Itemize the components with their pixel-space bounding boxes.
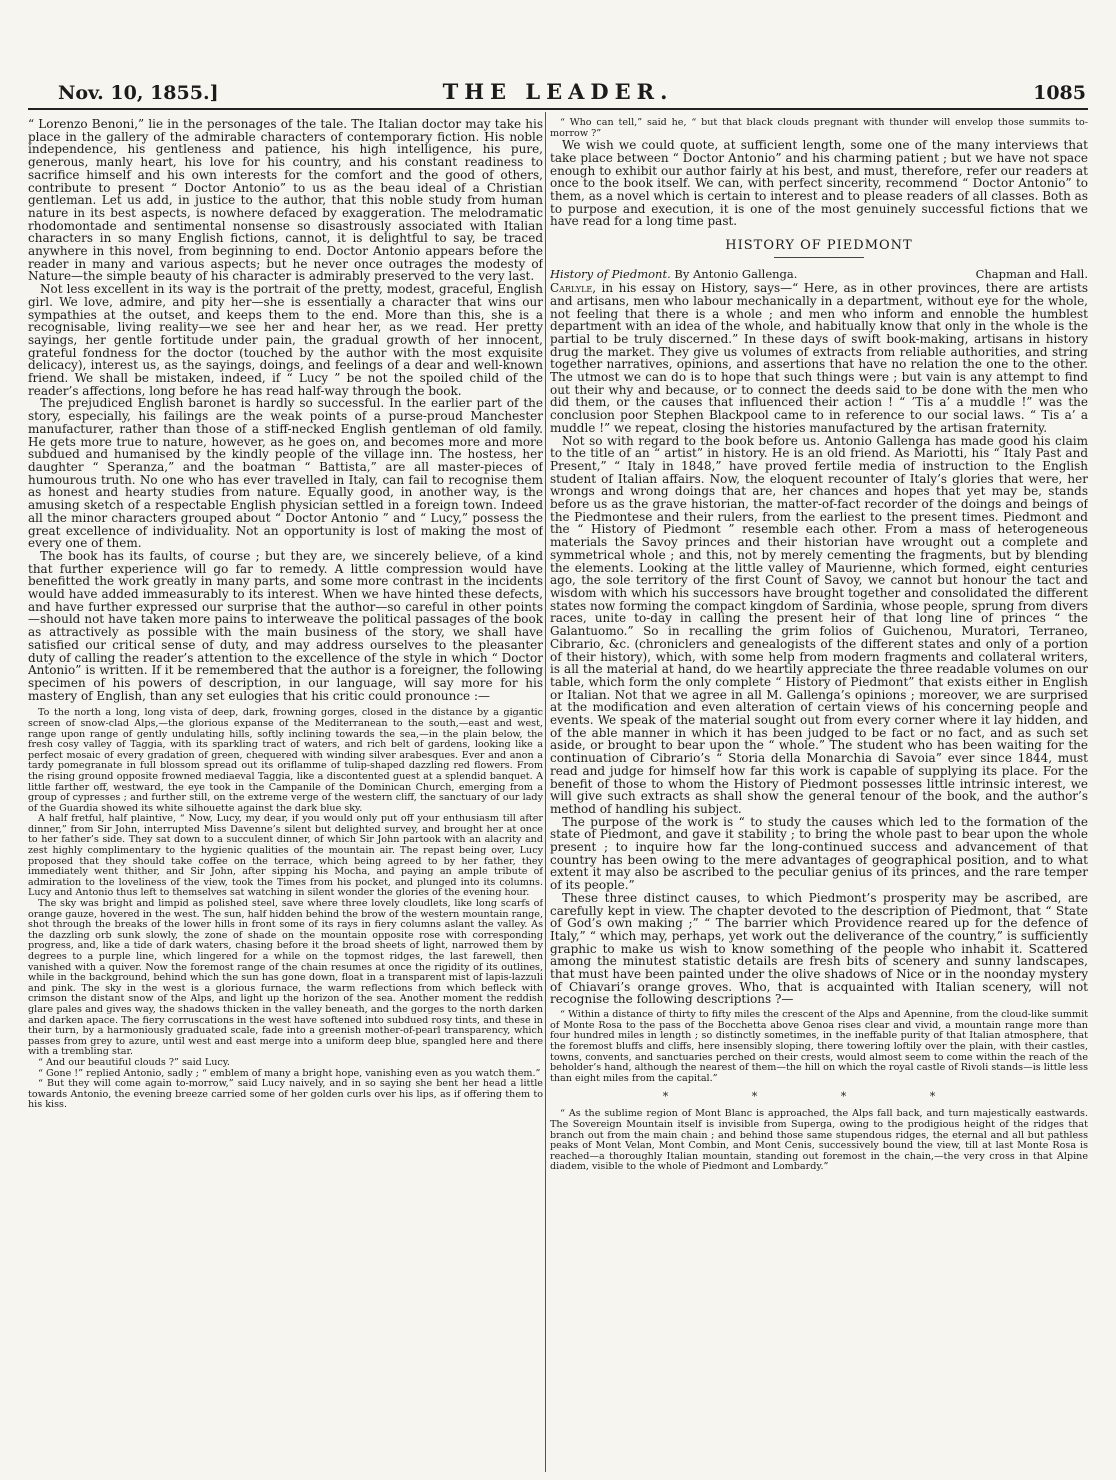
- review-paragraph: The purpose of the work is “ to study the causes which led to the formation of the state of Piedmont, and gave it stability ; to bring the whole past to bear upon the whole present ; to inquire how far the long-continued success and advancement of that country has been owing to the mere advantages of geographical position, and to what extent it may also be ascribed to the peculiar genius of its princes, and the rare temper of its people.”: [550, 814, 1088, 893]
- extract-paragraph: “ As the sublime region of Mont Blanc is approached, the Alps fall back, and turn majestically eastwards. The Sovereign Mountain itself is invisible from Superga, owing to the prodigious height of the ridges that branch out from the main chain ; and behind those same stupendous ridges, the eternal and all but pathless peaks of Mont Velan, Mont Combin, and Mont Cenis, successively bound the view, till at last Monte Rosa is reached—a thoroughly Italian mountain, standing out foremost in the chain,—the very cross in that Alpine diadem, visible to the whole of Piedmont and Lombardy.”: [550, 1108, 1088, 1173]
- review-paragraph: [550, 282, 1088, 434]
- book-author: By Antonio Gallenga.: [674, 267, 798, 282]
- book-title: History of Piedmont.: [550, 267, 671, 282]
- extract-paragraph: “ And our beautiful clouds ?” said Lucy.: [38, 1056, 230, 1068]
- extract-paragraph: “ Gone !” replied Antonio, sadly ; “ emblem of many a bright hope, vanishing even as you watch them.”: [38, 1067, 541, 1079]
- extract-paragraph: “ Within a distance of thirty to fifty miles the crescent of the Alps and Apennine, from the cloud-like summit of Monte Rosa to the pass of the Bocchetta above Genoa rises clear and vivid, a mountain range more than four hundred miles in length ; so distinctly sometimes, in the ineffable purity of that Italian atmosphere, that the foremost bluffs and cliffs, here insensibly sloping, there towering loftily over the plain, with their castles, towns, convents, and sanctuaries perched on their crests, would almost seem to come within the reach of the beholder’s hand, although the nearest of them—the hill on which the royal castle of Rivoli stands—is little less than eight miles from the capital.”: [550, 1009, 1088, 1084]
- book-publisher: Chapman and Hall.: [975, 267, 1088, 282]
- section-stars: * * * *: [662, 1090, 976, 1104]
- extract-paragraph: “ But they will come again to-morrow,” said Lucy naively, and in so saying she bent her head a little towards Antonio, the evening breeze carried some of her golden curls over his lips, as if offering them to his kiss.: [28, 1078, 543, 1111]
- paragraph-body: in his essay on History, says—“ Here, as in other provinces, there are artists and artisans, men who labour mechanically in a department, without eye for the whole, not feeling that there is a whole ; and men who inform and ennoble the humblest department with an idea of the whole, and habitually know that only in the whole is the partial to be truly discerned.” In these days of swift book-making, artisans in history drug the market. They give us volumes of extracts from reliable authorities, and string together narratives, opinions, and assertions that have no relation the one to the other. The utmost we can do is to hope that such things were ; but vain is any attempt to find out their why and because, or to connect the deeds said to be done with the men who did them, or the causes that influenced their action ! “ ’Tis a’ a muddle !” was the conclusion poor Stephen Blackpool came to in reference to our social laws. “ Tis a’ a muddle !” we repeat, closing the histories manufactured by the artisan fraternity.: [550, 281, 1088, 435]
- right-column: [550, 118, 1088, 1468]
- book-citation: [550, 268, 1088, 282]
- section-rule: [774, 257, 864, 258]
- extract-paragraph: “ Who can tell,” said he, “ but that black clouds pregnant with thunder will envelop those summits to-morrow ?”: [550, 118, 1088, 139]
- extract-paragraph: The sky was bright and limpid as polished steel, save where three lovely cloudlets, like long scarfs of orange gauze, hovered in the west. The sun, half hidden behind the brow of the western mountain range, shot through the breaks of the lower hills in front some of its rays in fiery columns aslant the valley. As the dazzling orb sunk slowly, the zone of shade on the mountain opposite rose with corresponding progress, and, like a tide of dark waters, chasing before it the broad sheets of light, narrowed them by degrees to a purple line, which lingered for a while on the topmost ridges, the last farewell, then vanished with a quiver. Now the foremost range of the chain resumes at once the rigidity of its outlines, while in the background, behind which the sun has gone down, float in a transparent mist of lapis-lazzuli and pink. The sky in the west is a glorious furnace, the warm reflections from which befleck with crimson the distant snow of the Alps, and light up the horizon of the sea. Another moment the reddish glare pales and gives way, the shadows thicken in the valley beneath, and the gorges to the north darken and darken apace. The fiery corruscations in the west have softened into subdued rosy tints, and these in their turn, by a harmoniously graduated scale, fade into a greenish mother-of-pearl transparency, which passes from grey to azure, until west and east merge into a uniform deep blue, spangled here and there with a trembling star.: [28, 898, 543, 1058]
- review-paragraph: The book has its faults, of course ; but they are, we sincerely believe, of a kind that further experience will go far to remedy. A little compression would have benefitted the work greatly in many parts, and some more contrast in the incidents would have added immeasurably to its interest. When we have hinted these defects, and have further expressed our surprise that the author—so careful in other points—should not have taken more pains to interweave the political passages of the book as attractively as possible with the main business of the story, we shall have satisfied our critical sense of duty, and may address ourselves to the pleasanter duty of calling the reader’s attention to the excellence of the style in which “ Doctor Antonio” is written. If it be remembered that the author is a foreigner, the following specimen of his powers of description, in our language, will say more for his mastery of English, than any set eulogies that his critic could pronounce :—: [28, 548, 543, 703]
- section-heading: HISTORY OF PIEDMONT: [725, 238, 913, 254]
- page-number: 1085: [1033, 82, 1086, 104]
- masthead: [28, 70, 1088, 110]
- review-paragraph: We wish we could quote, at sufficient length, some one of the many interviews that take place between “ Doctor Antonio” and his charming patient ; but we have not space enough to exhibit our author fairly at his best, and must, therefore, refer our readers at once to the book itself. We can, with perfect sincerity, recommend “ Doctor Antonio” to them, as a novel which is certain to interest and to please readers of all classes. Both as to purpose and execution, it is one of the most genuinely successful fictions that we have read for a long time past.: [550, 138, 1088, 229]
- column-divider: [545, 112, 546, 1472]
- review-paragraph: The prejudiced English baronet is hardly so successful. In the earlier part of the story, especially, his failings are the weak points of a purse-proud Manchester manufacturer, rather than those of a stiff-necked English gentleman of old family. He gets more true to nature, however, as he goes on, and becomes more and more subdued and humanised by the kindly people of the village inn. The hostess, her daughter “ Speranza,” and the boatman “ Battista,” are all master-pieces of humourous truth. No one who has ever travelled in Italy, can fail to recognise them as honest and hearty studies from nature. Equally good, in another way, is the amusing sketch of a respectable English physician settled in a foreign town. Indeed all the minor characters grouped about “ Doctor Antonio ” and “ Lucy,” possess the great excellence of individuality. Not an opportunity is lost of making the most of every one of them.: [28, 396, 543, 551]
- extract-paragraph: A half fretful, half plaintive, “ Now, Lucy, my dear, if you would only put off your enthusiasm till after dinner,” from Sir John, interrupted Miss Davenne’s silent but delighted survey, and brought her at once to her father’s side. They sat down to a succulent dinner, of which Sir John partook with an alacrity and zest highly complimentary to the hygienic qualities of the mountain air. The repast being over, Lucy proposed that they should take coffee on the terrace, which being agreed to by her father, they immediately went thither, and Sir John, after sipping his Mocha, and paying an ample tribute of admiration to the loveliness of the view, took the Times from his pocket, and plunged into its columns. Lucy and Antonio thus left to themselves sat watching in silent wonder the glories of the evening hour.: [28, 813, 543, 899]
- review-paragraph: Not so with regard to the book before us. Antonio Gallenga has made good his claim to the title of an “ artist” in history. He is an old friend. As Mariotti, his “ Italy Past and Present,” “ Italy in 1848,” have proved fertile media of instruction to the English student of Italian affairs. Now, the eloquent recounter of Italy’s glories that were, her wrongs and wrong doings that are, her chances and hopes that yet may be, stands before us as the grave historian, the matter-of-fact recorder of the doings and beings of the Piedmontese and their rulers, from the earliest to the present times. Piedmont and the “ History of Piedmont ” resemble each other. From a mass of heterogeneous materials the Savoy princes and their historian have wrought out a complete and symmetrical whole ; and this, not by merely cementing the fragments, but by blending the elements. Looking at the little valley of Maurienne, which formed, eight centuries ago, the sole territory of the first Count of Savoy, we cannot but honour the tact and wisdom with which his successors have brought together and consolidated the different states now forming the compact kingdom of Sardinia, whose people, sprung from divers races, unite to-day in calling the present heir of that long line of princes “ the Galantuomo.” So in recalling the grim folios of Guichenou, Muratori, Terraneo, Cibrario, &c. (chroniclers and genealogists of the different states and only of a portion of their history), which, with some help from modern fragments and collateral writers, is all the material at hand, do we heartily appreciate the three readable volumes on our table, which form the only complete “ History of Piedmont” that exists either in English or Italian. Not that we agree in all M. Gallenga’s opinions ; moreover, we are surprised at the modification and even alteration of certain views of his concerning people and events. We speak of the material sought out from every corner where it lay hidden, and of the able manner in which it has been judged to be fact or no fact, and as such set aside, or brought to bear upon the “ whole.” The student who has been waiting for the continuation of Cibrario’s “ Storia della Monarchia di Savoia” ever since 1844, must read and judge for himself how far this work is capable of supplying its place. For the benefit of those to whom the History of Piedmont possesses little intrinsic interest, we will give such extracts as shall show the general tenour of the book, and the author’s method of handling his subject.: [550, 433, 1088, 816]
- review-paragraph: Not less excellent in its way is the portrait of the pretty, modest, graceful, English girl. We love, admire, and pity her—she is essentially a character that wins our sympathies at the outset, and keeps them to the end. More than this, she is a recognisable, living reality—we see her and hear her, as we read. Her pretty sayings, her gentle fortitude under pain, the gradual growth of her innocent, grateful fondness for the doctor (touched by the author with the most exquisite delicacy), interest us, as the sayings, doings, and feelings of a dear and well-known friend. We shall be mistaken, indeed, if “ Lucy ” be not the spoiled child of the reader’s affections, long before he has read half-way through the book.: [28, 282, 543, 398]
- review-paragraph: These three distinct causes, to which Piedmont’s prosperity may be ascribed, are carefully kept in view. The chapter devoted to the description of Piedmont, that “ State of God’s own making ;” “ The barrier which Providence reared up for the defence of Italy,” “ which may, perhaps, yet work out the deliverance of the country,” is sufficiently graphic to make us wish to know something of the people who inhabit it. Scattered among the minutest statistic details are fresh bits of scenery and sunny landscapes, that must have been painted under the olive shadows of Nice or in the noonday mystery of Chiavari’s orange groves. Who, that is acquainted with Italian scenery, will not recognise the following descriptions ?—: [550, 890, 1088, 1007]
- issue-date: Nov. 10, 1855.]: [58, 82, 219, 104]
- extract-paragraph: To the north a long, long vista of deep, dark, frowning gorges, closed in the distance by a gigantic screen of snow-clad Alps,—the glorious expanse of the Mediterranean to the south,—east and west, range upon range of gently undulating hills, softly inclining towards the sea,—in the plain below, the fresh cosy valley of Taggia, with its sparkling tract of waters, and rich belt of gardens, looking like a perfect mosaic of every gradation of green, chequered with winding silver arabesques. Ever and anon a tardy pomegranate in full blossom spread out its oriflamme of tulip-shaped dazzling red flowers. From the rising ground opposite frowned mediaeval Taggia, like a discontented guest at a splendid banquet. A little farther off, westward, the eye took in the Campanile of the Dominican Church, emerging from a group of cypresses ; and further still, on the extreme verge of the western cliff, the sanctuary of our lady of the Guardia showed its white silhouette against the dark blue sky.: [28, 707, 543, 814]
- lead-word: Carlyle,: [550, 281, 597, 296]
- newspaper-title: THE LEADER.: [442, 79, 674, 104]
- review-paragraph: “ Lorenzo Benoni,” lie in the personages of the tale. The Italian doctor may take his place in the gallery of the admirable characters of contemporary fiction. His noble independence, his gentleness and patience, his high intelligence, his pure, generous, manly heart, his love for his country, and his constant readiness to sacrifice himself and his own interests for the comfort and the good of others, contribute to present “ Doctor Antonio” to us as the beau ideal of a Christian gentleman. Let us add, in justice to the author, that this noble study from human nature in its best aspects, is nowhere defaced by exaggeration. The melodramatic rhodomontade and sentimental nonsense so disastrously associated with Italian characters in so many English fictions, cannot, it is delightful to say, be traced anywhere in this novel, from beginning to end. Doctor Antonio appears before the reader in many and various aspects; but he never once outrages the modesty of Nature—the simple beauty of his character is admirably preserved to the very last.: [28, 118, 543, 284]
- left-column: [28, 118, 543, 1468]
